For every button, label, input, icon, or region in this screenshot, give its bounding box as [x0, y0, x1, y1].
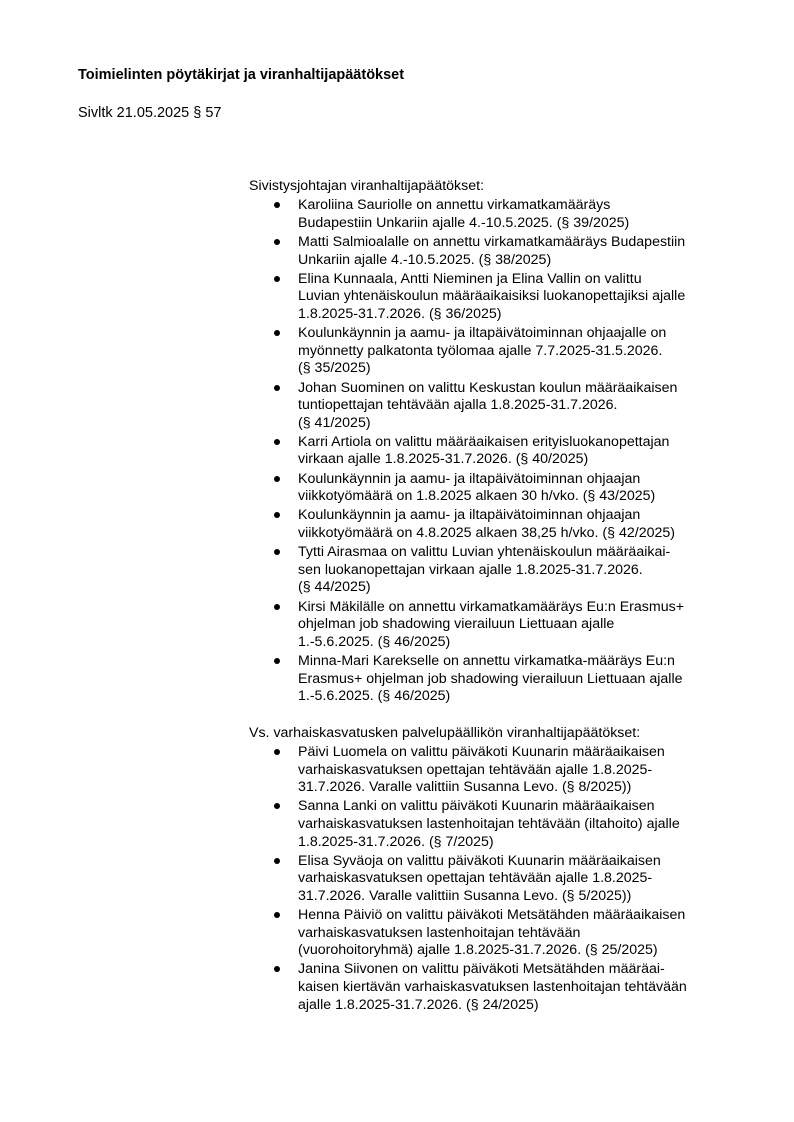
item-line: Elina Kunnaala, Antti Nieminen ja Elina Vallin on valittu	[298, 270, 642, 287]
item-line: Budapestiin Unkariin ajalle 4.-10.5.2025. (§ 39/2025)	[298, 214, 630, 231]
item-line: (§ 35/2025)	[298, 360, 371, 377]
decision-item	[249, 471, 739, 506]
bullet-icon	[274, 276, 280, 282]
item-line: 1.-5.6.2025. (§ 46/2025)	[298, 688, 451, 705]
section-education-director-decisions	[249, 178, 739, 706]
item-line: Koulunkäynnin ja aamu- ja iltapäivätoiminnan ohjaajan	[298, 507, 641, 524]
item-line: Unkariin ajalle 4.-10.5.2025. (§ 38/2025)	[298, 251, 552, 268]
item-line: ohjelman job shadowing vierailuun Liettuaan ajalle	[298, 616, 615, 633]
item-line: kaisen kiertävän varhaiskasvatuksen lastenhoitajan tehtävään	[298, 979, 687, 996]
bullet-icon	[274, 912, 280, 918]
item-line: myönnetty palkatonta työlomaa ajalle 7.7.2025-31.5.2026.	[298, 342, 663, 359]
bullet-icon	[274, 749, 280, 755]
decision-item	[249, 653, 739, 706]
item-line: virkaan ajalle 1.8.2025-31.7.2026. (§ 40/2025)	[298, 451, 589, 468]
decision-item	[249, 544, 739, 597]
item-line: Luvian yhtenäiskoulun määräaikaisiksi luokanopettajiksi ajalle	[298, 288, 686, 305]
item-line: Elisa Syväoja on valittu päiväkoti Kuunarin määräaikaisen	[298, 852, 661, 869]
decision-list	[249, 197, 739, 706]
item-line: Kirsi Mäkilälle on annettu virkamatkamääräys Eu:n Erasmus+	[298, 598, 684, 615]
bullet-icon	[274, 604, 280, 610]
section-early-education-decisions	[249, 725, 739, 1014]
section-heading: Vs. varhaiskasvatusken palvelupäällikön viranhaltijapäätökset:	[249, 724, 641, 741]
item-line: Karri Artiola on valittu määräaikaisen erityisluokanopettajan	[298, 433, 670, 450]
item-line: 1.8.2025-31.7.2026. (§ 7/2025)	[298, 833, 494, 850]
item-line: Koulunkäynnin ja aamu- ja iltapäivätoiminnan ohjaajalle on	[298, 325, 667, 342]
bullet-icon	[274, 549, 280, 555]
section-heading: Sivistysjohtajan viranhaltijapäätökset:	[249, 178, 485, 194]
bullet-icon	[274, 439, 280, 445]
bullet-icon	[274, 803, 280, 809]
item-line: (vuorohoitoryhmä) ajalle 1.8.2025-31.7.2026. (§ 25/2025)	[298, 942, 658, 959]
decision-list	[249, 744, 739, 1014]
item-line: Minna-Mari Karekselle on annettu virkamatka-määräys Eu:n	[298, 652, 675, 669]
bullet-icon	[274, 202, 280, 208]
decision-item	[249, 853, 739, 906]
item-line: 1.8.2025-31.7.2026. (§ 36/2025)	[298, 305, 502, 322]
item-line: tuntiopettajan tehtävään ajalla 1.8.2025-31.7.2026.	[298, 397, 618, 414]
item-line: ajalle 1.8.2025-31.7.2026. (§ 24/2025)	[298, 996, 539, 1013]
decision-item	[249, 197, 739, 232]
item-line: Tytti Airasmaa on valittu Luvian yhtenäiskoulun määräaikai-	[298, 544, 671, 561]
item-line: Erasmus+ ohjelman job shadowing vierailuun Liettuaan ajalle	[298, 670, 683, 687]
bullet-icon	[274, 658, 280, 664]
bullet-icon	[274, 385, 280, 391]
item-line: varhaiskasvatuksen lastenhoitajan tehtävään (iltahoito) ajalle	[298, 815, 680, 832]
decision-item	[249, 907, 739, 960]
item-line: (§ 41/2025)	[298, 414, 371, 431]
item-line: sen luokanopettajan virkaan ajalle 1.8.2025-31.7.2026.	[298, 561, 643, 578]
decision-item	[249, 798, 739, 851]
item-line: Janina Siivonen on valittu päiväkoti Metsätähden määräai-	[298, 961, 665, 978]
decision-item	[249, 507, 739, 542]
item-line: 31.7.2026. Varalle valittiin Susanna Levo. (§ 5/2025))	[298, 887, 632, 904]
bullet-icon	[274, 476, 280, 482]
item-line: Henna Päiviö on valittu päiväkoti Metsätähden määräaikaisen	[298, 907, 686, 924]
meeting-reference: Sivltk 21.05.2025 § 57	[78, 105, 222, 121]
decision-item	[249, 744, 739, 797]
item-line: Sanna Lanki on valittu päiväkoti Kuunarin määräaikaisen	[298, 798, 655, 815]
page-title: Toimielinten pöytäkirjat ja viranhaltijapäätökset	[78, 67, 405, 83]
item-line: varhaiskasvatuksen lastenhoitajan tehtävään	[298, 924, 581, 941]
item-line: varhaiskasvatuksen opettajan tehtävään ajalle 1.8.2025-	[298, 870, 653, 887]
item-line: viikkotyömäärä on 4.8.2025 alkaen 38,25 h/vko. (§ 42/2025)	[298, 525, 676, 542]
bullet-icon	[274, 330, 280, 336]
decisions-content	[249, 178, 739, 1014]
item-line: Päivi Luomela on valittu päiväkoti Kuunarin määräaikaisen	[298, 743, 665, 760]
item-line: Johan Suominen on valittu Keskustan koulun määräaikaisen	[298, 379, 678, 396]
item-line: Koulunkäynnin ja aamu- ja iltapäivätoiminnan ohjaajan	[298, 470, 641, 487]
decision-item	[249, 599, 739, 652]
item-line: 31.7.2026. Varalle valittiin Susanna Levo. (§ 8/2025))	[298, 779, 632, 796]
item-line: Matti Salmioalalle on annettu virkamatkamääräys Budapestiin	[298, 233, 686, 250]
bullet-icon	[274, 239, 280, 245]
decision-item	[249, 434, 739, 469]
item-line: viikkotyömäärä on 1.8.2025 alkaen 30 h/vko. (§ 43/2025)	[298, 488, 656, 505]
bullet-icon	[274, 512, 280, 518]
decision-item	[249, 234, 739, 269]
item-line: 1.-5.6.2025. (§ 46/2025)	[298, 633, 451, 650]
decision-item	[249, 380, 739, 433]
decision-item	[249, 961, 739, 1014]
item-line: Karoliina Sauriolle on annettu virkamatkamääräys	[298, 197, 611, 214]
decision-item	[249, 325, 739, 378]
bullet-icon	[274, 966, 280, 972]
item-line: varhaiskasvatuksen opettajan tehtävään ajalle 1.8.2025-	[298, 761, 653, 778]
bullet-icon	[274, 858, 280, 864]
item-line: (§ 44/2025)	[298, 579, 371, 596]
decision-item	[249, 271, 739, 324]
